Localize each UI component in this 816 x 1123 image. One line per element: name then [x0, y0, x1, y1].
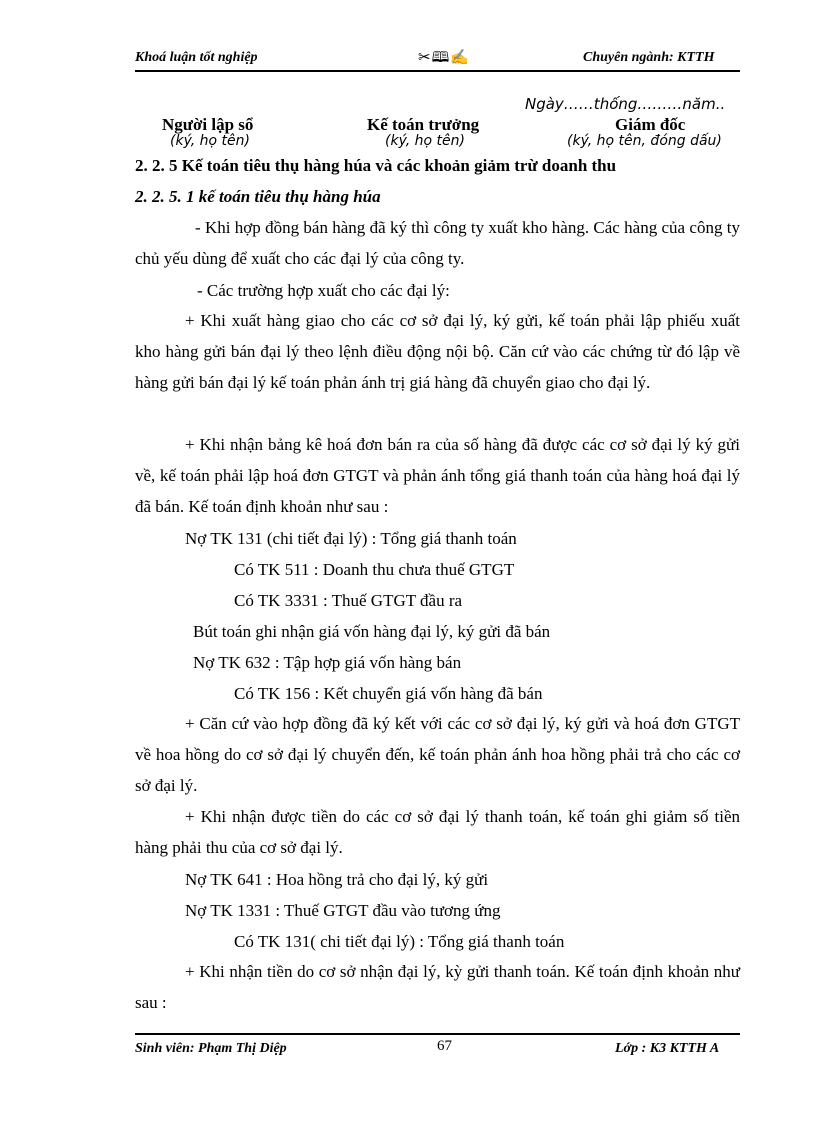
paragraph-7: + Khi nhận tiền do cơ sở nhận đại lý, kỳ gửi thanh toán. Kế toán định khoản như sau :: [135, 962, 740, 1012]
header-rule: [135, 70, 740, 72]
paragraph-6: + Khi nhận được tiền do các cơ sở đại lý thanh toán, kế toán ghi giảm số tiền hàng phải thu của cơ sở đại lý.: [135, 807, 740, 857]
footer-class: Lớp : K3 KTTH A: [615, 1041, 720, 1056]
signature-title-chief-accountant: Kế toán trưởng: [367, 115, 480, 134]
entry-credit-3331: Có TK 3331 : Thuế GTGT đầu ra: [234, 591, 463, 610]
entry-debit-641: Nợ TK 641 : Hoa hồng trả cho đại lý, ký gửi: [185, 870, 489, 889]
signature-date: Ngày……thống………năm..: [525, 95, 726, 113]
entry-credit-156: Có TK 156 : Kết chuyển giá vốn hàng đã bán: [234, 684, 543, 703]
entry-debit-1331: Nợ TK 1331 : Thuế GTGT đầu vào tương ứng: [185, 901, 501, 920]
paragraph-3: + Khi xuất hàng giao cho các cơ sở đại lý, ký gửi, kế toán phải lập phiếu xuất kho hàng gửi bán đại lý theo lệnh điều động nội bộ. Căn cứ vào các chứng từ đó lập về hàng gửi bán đại lý kế toán phản ánh trị giá hàng đã chuyển giao cho đại lý.: [135, 311, 740, 392]
entry-cost-note: Bút toán ghi nhận giá vốn hàng đại lý, ký gửi đã bán: [193, 622, 551, 641]
paragraph-1: - Khi hợp đồng bán hàng đã ký thì công ty xuất kho hàng. Các hàng của công ty chủ yếu dùng để xuất cho các đại lý của công ty.: [135, 218, 740, 268]
paragraph-5: + Căn cứ vào hợp đồng đã ký kết với các cơ sở đại lý, ký gửi và hoá đơn GTGT về hoa hồng do cơ sở đại lý chuyển đến, kế toán phản ánh hoa hồng phải trả cho các cơ sở đại lý.: [135, 714, 740, 795]
entry-debit-131: Nợ TK 131 (chi tiết đại lý) : Tổng giá thanh toán: [185, 529, 517, 548]
footer-rule: [135, 1033, 740, 1035]
page-number: 67: [437, 1038, 452, 1054]
footer-student: Sinh viên: Phạm Thị Diệp: [135, 1041, 287, 1056]
paragraph-4: + Khi nhận bảng kê hoá đơn bán ra của số hàng đã được các cơ sở đại lý ký gửi về, kế toán phải lập hoá đơn GTGT và phản ánh tổng giá thanh toán của hàng hoá đại lý đã bán. Kế toán định khoản như sau :: [135, 435, 740, 516]
signature-title-director: Giám đốc: [615, 115, 686, 134]
signature-sub-preparer: (ký, họ tên): [170, 133, 250, 149]
section-title: 2. 2. 5 Kế toán tiêu thụ hàng húa và các khoản giảm trừ doanh thu: [135, 156, 617, 175]
subsection-title: 2. 2. 5. 1 kế toán tiêu thụ hàng húa: [135, 187, 381, 206]
paragraph-2: - Các trường hợp xuất cho các đại lý:: [197, 281, 450, 300]
entry-debit-632: Nợ TK 632 : Tập hợp giá vốn hàng bán: [193, 653, 462, 672]
header-right: Chuyên ngành: KTTH: [583, 50, 715, 65]
header-left: Khoá luận tốt nghiệp: [135, 50, 258, 65]
signature-title-preparer: Người lập sổ: [162, 115, 254, 134]
signature-sub-director: (ký, họ tên, đóng dấu): [567, 133, 722, 149]
signature-sub-chief-accountant: (ký, họ tên): [385, 133, 465, 149]
entry-credit-511: Có TK 511 : Doanh thu chưa thuế GTGT: [234, 560, 515, 579]
header-ornament-icon: ✂🕮✍: [418, 50, 470, 66]
entry-credit-131: Có TK 131( chi tiết đại lý) : Tổng giá thanh toán: [234, 932, 565, 951]
